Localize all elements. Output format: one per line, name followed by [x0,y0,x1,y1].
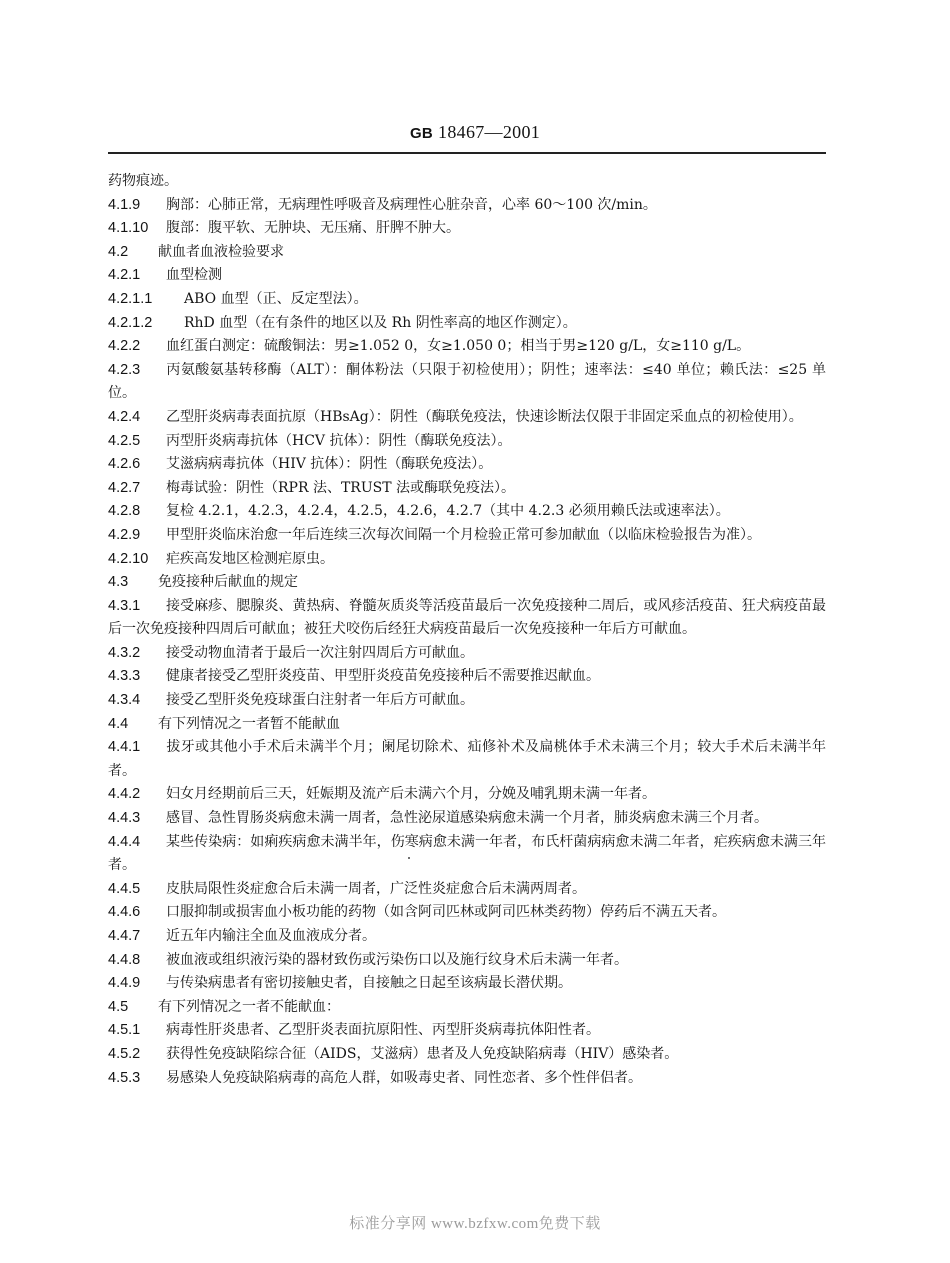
section-title: 有下列情况之一者不能献血： [158,998,340,1015]
standard-prefix: GB [409,125,434,142]
clause-text: 疟疾高发地区检测疟原虫。 [166,550,334,567]
clause-4-3-1 [108,595,826,642]
clause-number: 4.1.10 [108,220,149,237]
clause-number: 4.2.2 [108,338,141,355]
clause-number: 4.3.2 [108,644,141,661]
clause-4-4-6 [108,901,826,925]
clause-text: 某些传染病：如痢疾病愈未满半年，伤寒病愈未满一年者，布氏杆菌病病愈未满二年者，疟疾病愈未满三年者。 [108,833,826,874]
clause-number: 4.3 [108,574,129,591]
clause-4-4-8 [108,949,826,973]
clause-text: 血型检测 [166,267,222,284]
clause-text: 复检 4.2.1，4.2.3，4.2.4，4.2.5，4.2.6，4.2.7（其中 4.2.3 必须用赖氏法或速率法）。 [166,503,730,520]
clause-4-2-10 [108,548,826,572]
clause-4-2-4 [108,406,826,430]
clause-text: RhD 血型（在有条件的地区以及 Rh 阴性率高的地区作测定）。 [184,314,577,331]
clause-number: 4.5 [108,998,129,1015]
clause-4-5-3 [108,1067,826,1091]
clause-text: 获得性免疫缺陷综合征（AIDS，艾滋病）患者及人免疫缺陷病毒（HIV）感染者。 [166,1045,679,1062]
clause-text: 感冒、急性胃肠炎病愈未满一周者，急性泌尿道感染病愈未满一个月者，肺炎病愈未满三个月者。 [166,810,768,827]
section-title: 免疫接种后献血的规定 [158,574,298,591]
clause-text: 接受动物血清者于最后一次注射四周后方可献血。 [166,644,474,661]
clause-4-2-7 [108,477,826,501]
scan-speck [408,857,410,859]
clause-number: 4.2.4 [108,408,141,425]
clause-number: 4.5.2 [108,1045,141,1062]
clause-4-4-1 [108,736,826,783]
clause-number: 4.2.8 [108,503,141,520]
clause-number: 4.2.10 [108,550,149,567]
clause-text: ABO 血型（正、反定型法）。 [184,290,368,307]
paragraph-continuation: 药物痕迹。 [108,173,178,189]
clause-4-4-3 [108,807,826,831]
clause-number: 4.2.5 [108,432,141,449]
section-4-4 [108,713,826,737]
clause-number: 4.4.7 [108,928,141,944]
clause-text: 与传染病患者有密切接触史者，自接触之日起至该病最长潜伏期。 [166,975,572,992]
header-rule [108,152,826,154]
clause-text: 乙型肝炎病毒表面抗原（HBsAg）：阴性（酶联免疫法，快速诊断法仅限于非固定采血点的初检使用）。 [166,408,803,425]
clause-number: 4.1.9 [108,196,141,213]
clause-4-5-2 [108,1043,826,1067]
clause-text: 健康者接受乙型肝炎疫苗、甲型肝炎疫苗免疫接种后不需要推迟献血。 [166,668,600,685]
clause-text: 拔牙或其他小手术后未满半个月；阑尾切除术、疝修补术及扁桃体手术未满三个月；较大手术后未满半年者。 [108,739,826,779]
clause-4-3-4 [108,689,826,713]
clause-text: 腹部：腹平软、无肿块、无压痛、肝脾不肿大。 [166,220,460,237]
clause-4-4-9 [108,972,826,996]
standard-number: 18467—2001 [438,122,541,142]
clause-4-2-1 [108,264,826,288]
document-body [108,170,826,1090]
clause-text: 被血液或组织液污染的器材致伤或污染伤口以及施行纹身术后未满一年者。 [166,951,628,968]
clause-text: 丙氨酸氨基转移酶（ALT）：酮体粉法（只限于初检使用）；阴性；速率法：≤40 单位；赖氏法：≤25 单位。 [108,361,826,402]
clause-number: 4.2.3 [108,361,141,378]
clause-number: 4.4.5 [108,880,141,897]
clause-number: 4.5.1 [108,1022,141,1039]
clause-4-4-7 [108,925,826,949]
clause-number: 4.3.3 [108,668,141,685]
clause-4-2-9 [108,524,826,548]
section-4-2 [108,241,826,265]
clause-text: 血红蛋白测定：硫酸铜法：男≥1.052 0，女≥1.050 0；相当于男≥120 g/L，女≥110 g/L。 [166,338,751,355]
clause-text: 皮肤局限性炎症愈合后未满一周者，广泛性炎症愈合后未满两周者。 [166,880,586,897]
clause-number: 4.2.7 [108,479,141,496]
clause-4-2-1-2 [108,312,826,336]
clause-4-2-1-1 [108,288,826,312]
clause-4-1-9 [108,194,826,218]
clause-number: 4.4.3 [108,810,141,827]
clause-text: 甲型肝炎临床治愈一年后连续三次每次间隔一个月检验正常可参加献血（以临床检验报告为准）。 [166,526,761,543]
clause-4-4-4 [108,831,826,878]
clause-4-3-3 [108,665,826,689]
page-header [0,122,950,143]
clause-text: 梅毒试验：阴性（RPR 法、TRUST 法或酶联免疫法）。 [166,479,516,496]
clause-4-3-2 [108,642,826,666]
clause-4-4-2 [108,783,826,807]
clause-4-2-5 [108,430,826,454]
clause-number: 4.2.1.2 [108,314,153,331]
clause-number: 4.5.3 [108,1069,141,1086]
clause-text: 易感染人免疫缺陷病毒的高危人群，如吸毒史者、同性恋者、多个性伴侣者。 [166,1069,642,1086]
clause-text: 接受乙型肝炎免疫球蛋白注射者一年后方可献血。 [166,692,474,709]
clause-number: 4.2.1 [108,267,141,284]
clause-number: 4.2.9 [108,526,141,543]
clause-number: 4.4.8 [108,951,141,968]
clause-text: 病毒性肝炎患者、乙型肝炎表面抗原阳性、丙型肝炎病毒抗体阳性者。 [166,1022,600,1039]
clause-number: 4.2.6 [108,456,141,473]
clause-text: 口服抑制或损害血小板功能的药物（如含阿司匹林或阿司匹林类药物）停药后不满五天者。 [166,904,726,921]
clause-text: 近五年内输注全血及血液成分者。 [166,928,376,944]
clause-4-2-2 [108,335,826,359]
clause-number: 4.4.1 [108,739,141,756]
clause-number: 4.4.4 [108,833,141,850]
clause-4-5-1 [108,1019,826,1043]
clause-number: 4.4.9 [108,975,141,992]
clause-4-2-3 [108,359,826,406]
clause-number: 4.4.2 [108,786,141,803]
clause-number: 4.4 [108,715,129,732]
clause-text: 丙型肝炎病毒抗体（HCV 抗体）：阴性（酶联免疫法）。 [166,432,512,449]
clause-4-1-10 [108,217,826,241]
clause-4-2-6 [108,453,826,477]
section-4-3 [108,571,826,595]
clause-text: 胸部：心肺正常，无病理性呼吸音及病理性心脏杂音，心率 60～100 次/min。 [166,196,657,213]
clause-number: 4.2.1.1 [108,290,153,307]
clause-text: 妇女月经期前后三天，妊娠期及流产后未满六个月，分娩及哺乳期未满一年者。 [166,786,656,803]
section-title: 有下列情况之一者暂不能献血 [158,715,340,732]
clause-number: 4.3.1 [108,597,141,614]
clause-4-2-8 [108,500,826,524]
section-title: 献血者血液检验要求 [158,243,284,260]
clause-number: 4.2 [108,243,129,260]
clause-text: 接受麻疹、腮腺炎、黄热病、脊髓灰质炎等活疫苗最后一次免疫接种二周后，或风疹活疫苗、狂犬病疫苗最后一次免疫接种四周后可献血；被狂犬咬伤后经狂犬病疫苗最后一次免疫接种一年后方可献血。 [108,597,826,638]
clause-number: 4.3.4 [108,692,141,709]
clause-4-4-5 [108,878,826,902]
watermark: 标准分享网 www.bzfxw.com免费下载 [349,1216,601,1232]
clause-number: 4.4.6 [108,904,141,921]
clause-text: 艾滋病病毒抗体（HIV 抗体）：阴性（酶联免疫法）。 [166,456,493,473]
section-4-5 [108,996,826,1020]
